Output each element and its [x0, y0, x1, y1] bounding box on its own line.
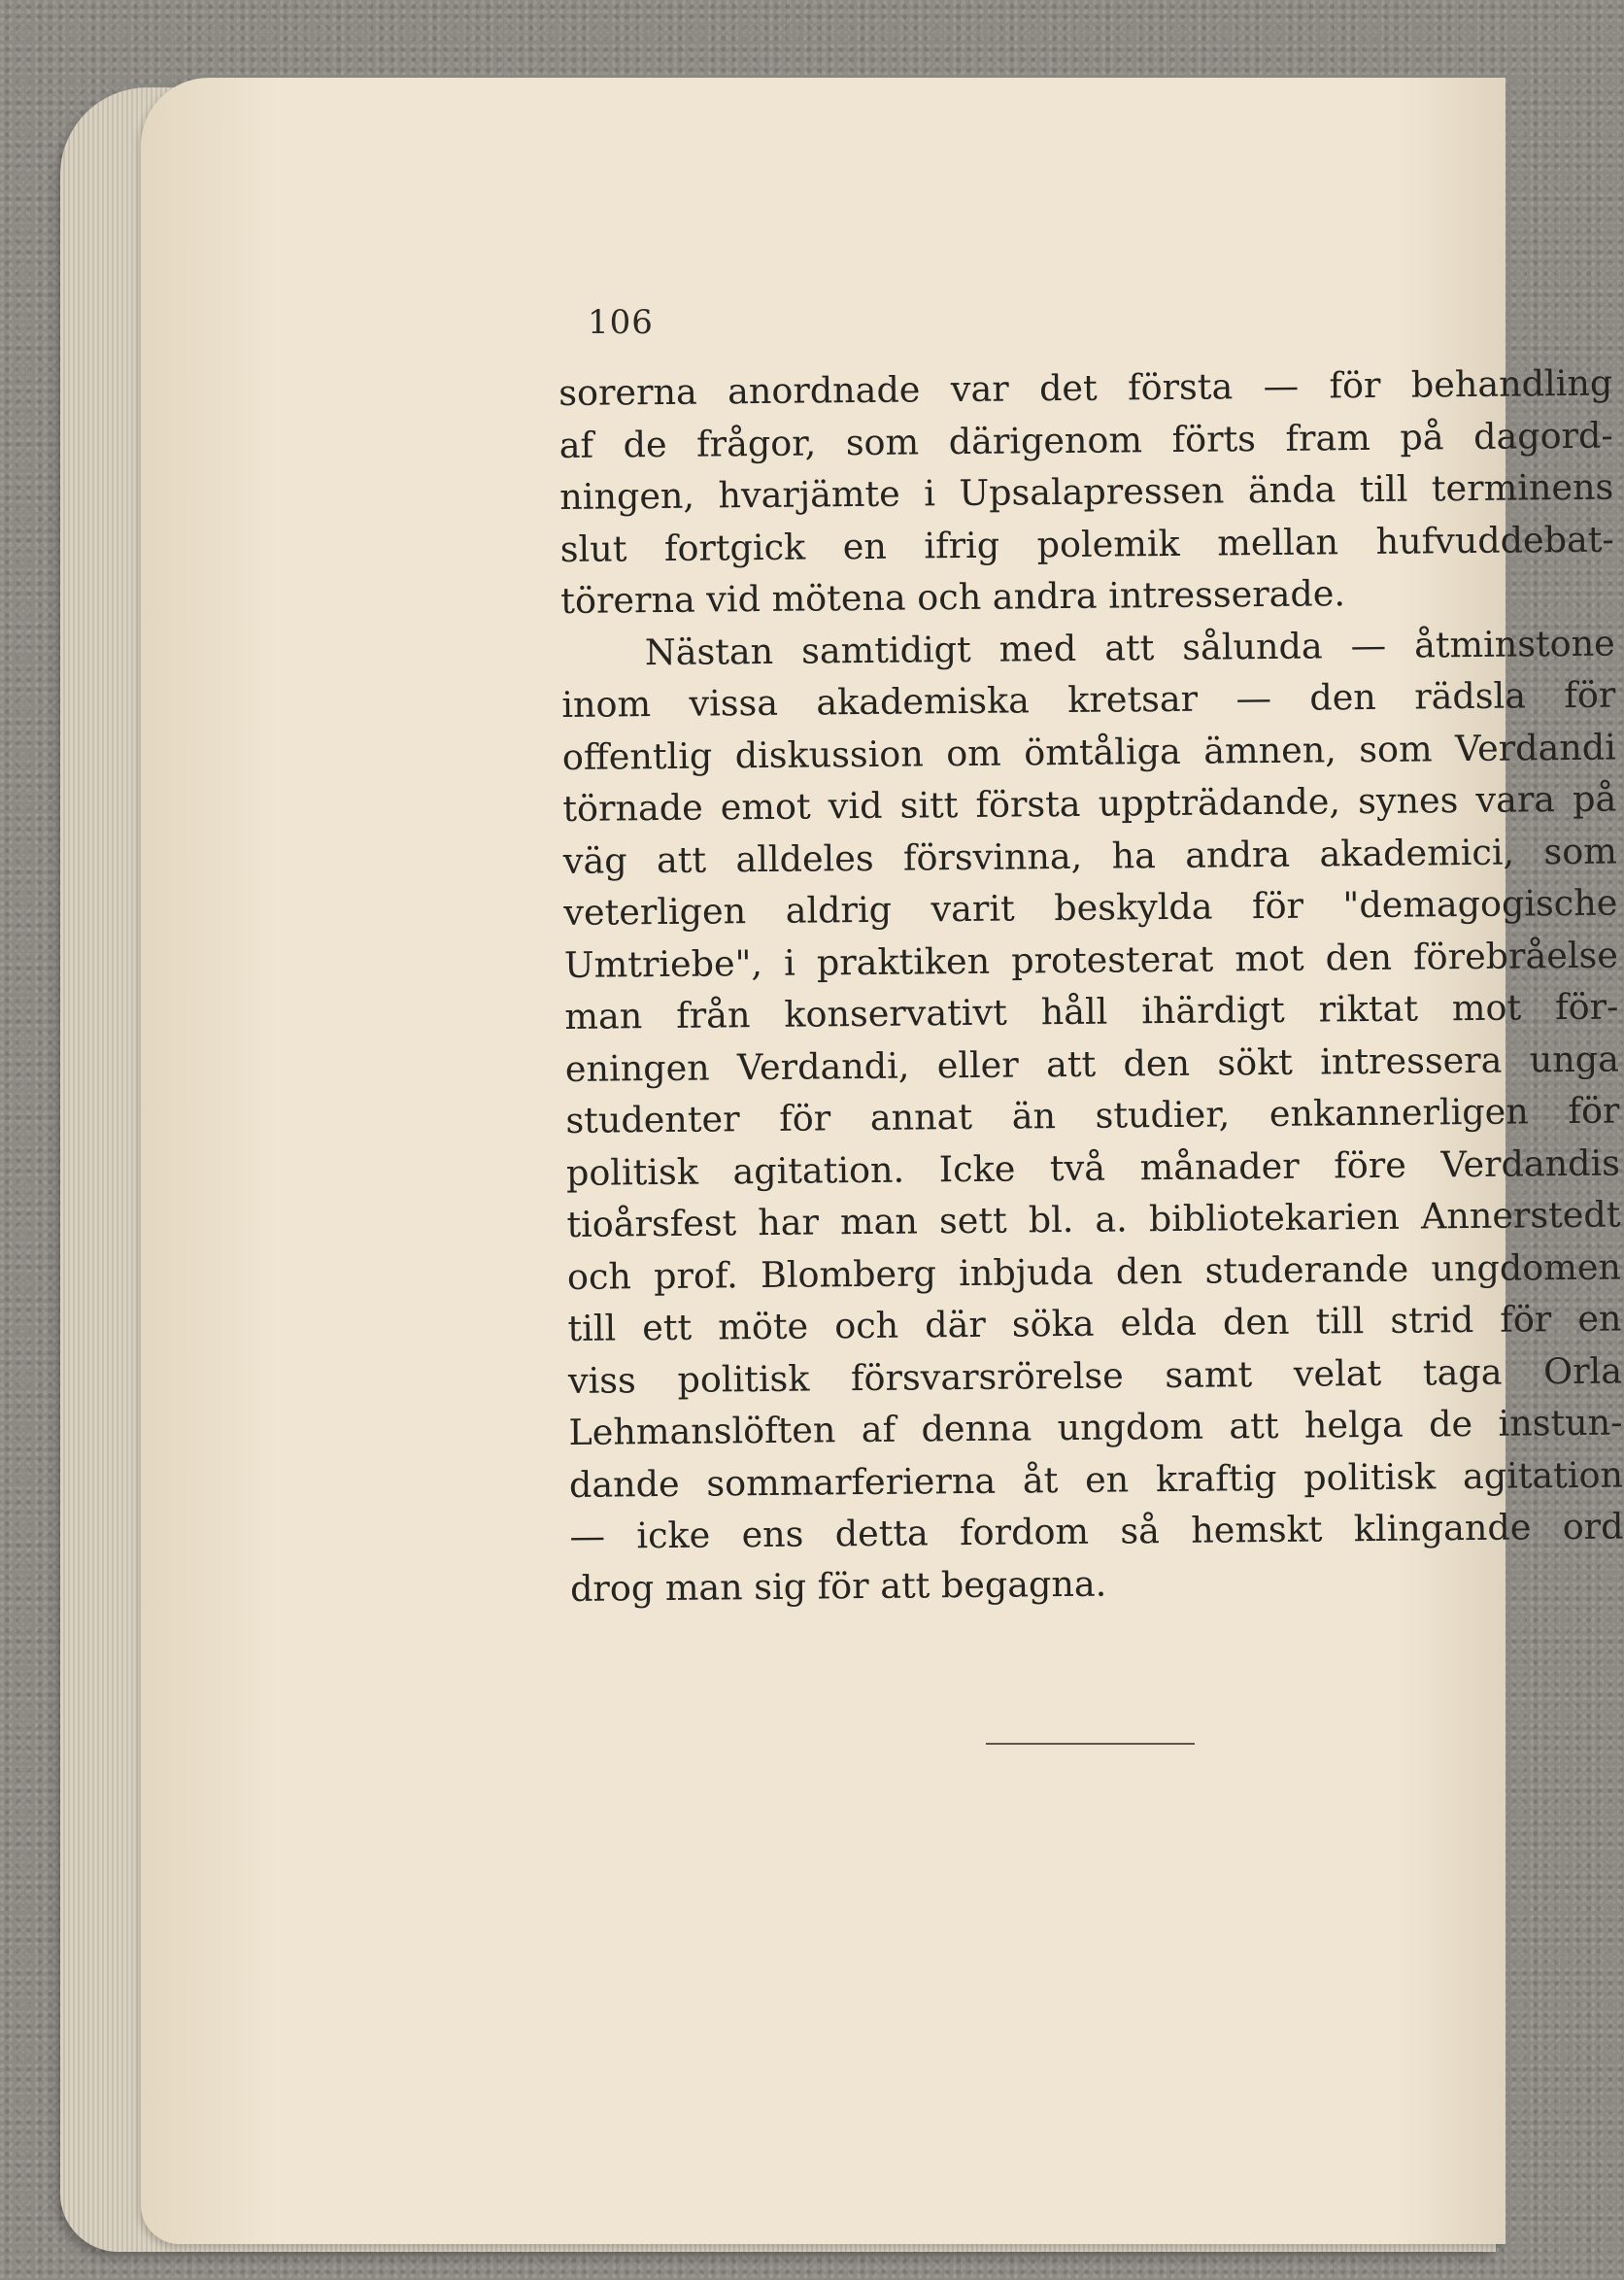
- text-line: Lehmanslöften af denna ungdom att helga de instun-: [568, 1401, 1623, 1453]
- text-line: — icke ens detta fordom så hemskt klingande ord: [569, 1505, 1624, 1557]
- text-line: politisk agitation. Icke två månader före Verdandis: [565, 1141, 1621, 1194]
- text-line: inom vissa akademiska kretsar — den rädsla för: [561, 673, 1616, 726]
- text-line: dande sommarferierna åt en kraftig politisk agitation: [568, 1453, 1624, 1506]
- text-line: Nästan samtidigt med att sålunda — åtminstone: [644, 622, 1615, 673]
- text-line: drog man sig för att begagna.: [569, 1562, 1107, 1610]
- paragraph-2: [561, 617, 1624, 1615]
- text-line: af de frågor, som därigenom förts fram på dagord-: [558, 414, 1613, 466]
- text-line: törnade emot vid sitt första uppträdande, synes vara på: [562, 777, 1617, 830]
- text-line: sorerna anordnade var det första — för behandling: [558, 361, 1613, 414]
- text-line: Umtriebe", i praktiken protesterat mot den förebråelse: [563, 934, 1619, 986]
- section-divider: [986, 1743, 1195, 1745]
- text-line: viss politisk försvarsrörelse samt velat taga Orla: [567, 1349, 1623, 1402]
- text-line: studenter för annat än studier, enkannerligen för: [565, 1089, 1620, 1141]
- book-page: [141, 78, 1624, 2244]
- text-line: tioårsfest har man sett bl. a. bibliotekarien Annerstedt: [566, 1193, 1621, 1245]
- body-text: [558, 357, 1624, 1615]
- page-number: 106: [588, 303, 654, 342]
- text-line: väg att alldeles försvinna, ha andra akademici, som: [562, 830, 1618, 882]
- text-line: törerna vid mötena och andra intresserade.: [560, 572, 1346, 622]
- text-line: eningen Verdandi, eller att den sökt intressera unga: [564, 1038, 1620, 1090]
- text-line: ningen, hvarjämte i Upsalapressen ända till terminens: [559, 465, 1614, 518]
- text-line: slut fortgick en ifrig polemik mellan hufvuddebat-: [559, 518, 1614, 570]
- text-line: till ett möte och där söka elda den till strid för en: [567, 1297, 1622, 1349]
- text-line: offentlig diskussion om ömtåliga ämnen, som Verdandi: [561, 726, 1617, 778]
- text-line: och prof. Blomberg inbjuda den studerande ungdomen: [566, 1245, 1622, 1298]
- text-line: veterligen aldrig varit beskylda för "demagogische: [563, 881, 1618, 934]
- paragraph-1: [558, 357, 1615, 628]
- text-line: man från konservativt håll ihärdigt riktat mot för-: [564, 985, 1619, 1038]
